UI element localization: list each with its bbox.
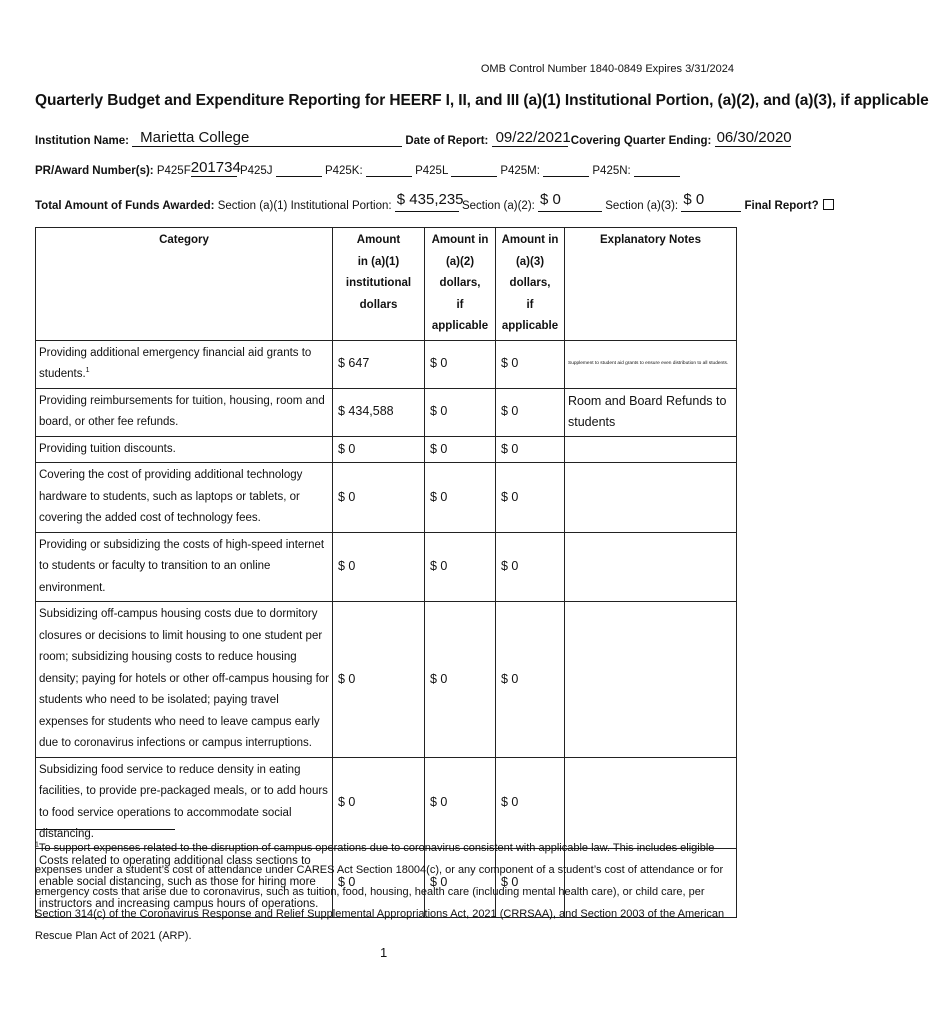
p425f-value: 201734 [190, 159, 241, 176]
p425l-field[interactable] [451, 163, 497, 177]
institution-name-field[interactable] [132, 129, 402, 147]
a1-amount-cell[interactable]: $ 0 [333, 463, 425, 533]
p425f-field[interactable] [190, 159, 241, 177]
a2-amount-cell[interactable]: $ 0 [425, 340, 496, 388]
award-number-row [35, 159, 680, 177]
p425k-label: P425K: [324, 165, 363, 177]
table-row [36, 532, 737, 602]
category-cell: Providing reimbursements for tuition, housing, room and board, or other fee refunds. [36, 388, 333, 436]
notes-cell[interactable] [565, 463, 737, 533]
a3-amount-cell[interactable]: $ 0 [496, 463, 565, 533]
institution-name-value: Marietta College [140, 129, 250, 146]
a1-amount-cell[interactable]: $ 647 [333, 340, 425, 388]
covering-quarter-value: 06/30/2020 [716, 129, 792, 146]
p425m-field[interactable] [543, 163, 589, 177]
p425m-label: P425M: [500, 165, 540, 177]
covering-quarter-label: Covering Quarter Ending: [570, 135, 712, 147]
category-cell: Providing or subsidizing the costs of high-speed internet to students or faculty to transition to an online environment. [36, 532, 333, 602]
table-header-row [36, 228, 737, 341]
a1-amount-cell[interactable]: $ 0 [333, 436, 425, 463]
notes-cell[interactable] [565, 602, 737, 758]
category-cell: Providing tuition discounts. [36, 436, 333, 463]
p425j-field[interactable] [276, 163, 322, 177]
footnote-divider [35, 829, 175, 830]
notes-cell[interactable]: Supplement to student aid grants to ensure even distribution to all students. [565, 340, 737, 388]
section-a2-value: $ 0 [540, 191, 561, 208]
final-report-checkbox[interactable] [823, 199, 834, 210]
a2-amount-cell[interactable]: $ 0 [425, 463, 496, 533]
footnote-ref: 1 [85, 367, 90, 375]
page-title: Quarterly Budget and Expenditure Reporting for HEERF I, II, and III (a)(1) Institutional Portion, (a)(2), and (a)(3), if applicable [35, 92, 929, 109]
section-a1-field[interactable] [395, 191, 464, 212]
table-row [36, 388, 737, 436]
a2-amount-cell[interactable]: $ 0 [425, 848, 496, 918]
a2-amount-cell[interactable]: $ 0 [425, 532, 496, 602]
table-row [36, 436, 737, 463]
notes-cell[interactable]: Room and Board Refunds to students [565, 388, 737, 436]
section-a3-label: Section (a)(3): [605, 200, 679, 212]
category-cell: Subsidizing food service to reduce density in eating facilities, to provide pre-packaged meals, or to add hours to food service operations to accommodate social distancing. [36, 757, 333, 848]
institution-label: Institution Name: [35, 135, 129, 147]
header-a3-amount: Amount in (a)(3) dollars, if applicable [496, 228, 565, 341]
notes-cell[interactable] [565, 436, 737, 463]
a2-amount-cell[interactable]: $ 0 [425, 757, 496, 848]
footnote-marker: 1 [35, 841, 39, 849]
p425f-label: P425F [156, 165, 191, 177]
date-of-report-field[interactable] [492, 129, 571, 147]
a3-amount-cell[interactable]: $ 0 [496, 848, 565, 918]
section-a2-field[interactable] [538, 191, 602, 212]
p425k-field[interactable] [366, 163, 412, 177]
p425l-label: P425L [415, 165, 448, 177]
header-category: Category [36, 228, 333, 341]
a3-amount-cell[interactable]: $ 0 [496, 602, 565, 758]
expenditure-table [35, 227, 737, 918]
total-funds-row [35, 191, 834, 212]
a3-amount-cell[interactable]: $ 0 [496, 757, 565, 848]
a1-amount-cell[interactable]: $ 0 [333, 532, 425, 602]
final-report-label: Final Report? [744, 200, 819, 212]
covering-quarter-field[interactable] [715, 129, 792, 147]
section-a1-value: $ 435,235 [396, 191, 464, 208]
p425n-field[interactable] [634, 163, 680, 177]
notes-cell[interactable] [565, 532, 737, 602]
table-row [36, 340, 737, 388]
award-number-label: PR/Award Number(s): [35, 165, 154, 177]
section-a1-label: Section (a)(1) Institutional Portion: [217, 200, 392, 212]
institution-row [35, 129, 792, 147]
date-of-report-value: 09/22/2021 [495, 129, 571, 146]
a3-amount-cell[interactable]: $ 0 [496, 388, 565, 436]
a2-amount-cell[interactable]: $ 0 [425, 602, 496, 758]
a3-amount-cell[interactable]: $ 0 [496, 532, 565, 602]
page-number: 1 [380, 945, 388, 960]
category-cell: Providing additional emergency financial aid grants to students.$^1$ [36, 340, 333, 388]
a2-amount-cell[interactable]: $ 0 [425, 436, 496, 463]
header-explanatory-notes: Explanatory Notes [565, 228, 737, 341]
category-cell: Costs related to operating additional class sections to enable social distancing, such as those for hiring more instructors and increasing campus hours of operations. [36, 848, 333, 918]
header-a2-amount: Amount in (a)(2) dollars, if applicable [425, 228, 496, 341]
a1-amount-cell[interactable]: $ 434,588 [333, 388, 425, 436]
section-a2-label: Section (a)(2): [461, 200, 535, 212]
table-row [36, 463, 737, 533]
omb-control-number: OMB Control Number 1840-0849 Expires 3/31/2024 [480, 63, 734, 75]
category-cell: Covering the cost of providing additional technology hardware to students, such as laptops or tablets, or covering the added cost of technology fees. [36, 463, 333, 533]
p425n-label: P425N: [592, 165, 631, 177]
footnote-text: To support expenses related to the disruption of campus operations due to coronavirus consistent with applicable law. This includes eligible expenses under a student’s cost of attendance under CARES Act Section 18004(c), or any component of a student’s cost of attendance or for emergency costs that arise due to coronavirus, such as tuition, food, housing, health care (including mental health care), or child care, per Section 314(c) of the Coronavirus Response and Relief Supplemental Appropriations Act, 2021 (CRRSAA), and Section 2003 of the American Rescue Plan Act of 2021 (ARP). [35, 842, 725, 942]
footnote [35, 837, 740, 947]
total-funds-label: Total Amount of Funds Awarded: [35, 200, 215, 212]
section-a3-value: $ 0 [683, 191, 705, 208]
a3-amount-cell[interactable]: $ 0 [496, 436, 565, 463]
a2-amount-cell[interactable]: $ 0 [425, 388, 496, 436]
section-a3-field[interactable] [681, 191, 741, 212]
date-of-report-label: Date of Report: [405, 135, 489, 147]
table-row [36, 602, 737, 758]
a1-amount-cell[interactable]: $ 0 [333, 848, 425, 918]
p425j-label: P425J [239, 165, 273, 177]
a1-amount-cell[interactable]: $ 0 [333, 602, 425, 758]
table-row [36, 757, 737, 848]
header-a1-amount: Amount in (a)(1) institutional dollars [333, 228, 425, 341]
a1-amount-cell[interactable]: $ 0 [333, 757, 425, 848]
a3-amount-cell[interactable]: $ 0 [496, 340, 565, 388]
category-cell: Subsidizing off-campus housing costs due to dormitory closures or decisions to limit housing to one student per room; subsidizing housing costs to reduce housing density; paying for hotels or other off-campus housing for students who need to be isolated; paying travel expenses for students who need to leave campus early due to coronavirus infections or campus interruptions. [36, 602, 333, 758]
notes-cell[interactable] [565, 757, 737, 848]
